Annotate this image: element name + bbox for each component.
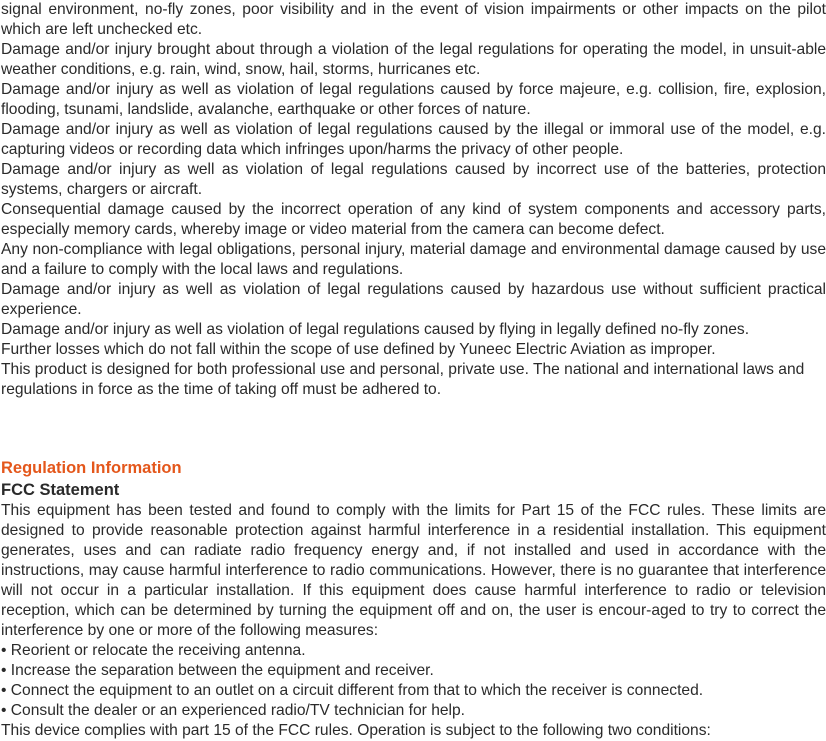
fcc-closing-paragraph: This device complies with part 15 of the FCC rules. Operation is subject to the following two conditions: [1, 722, 711, 739]
disclaimer-paragraph: Damage and/or injury as well as violation of legal regulations caused by hazardous use without sufficient practical experience. [1, 281, 826, 318]
disclaimer-paragraph: Further losses which do not fall within the scope of use defined by Yuneec Electric Aviation as improper. [1, 341, 716, 358]
fcc-measure-item: • Reorient or relocate the receiving antenna. [1, 641, 826, 661]
section-gap [1, 400, 826, 456]
disclaimer-paragraph: Damage and/or injury as well as violation of legal regulations caused by flying in legally defined no-fly zones. [1, 321, 750, 338]
disclaimer-paragraph: signal environment, no-fly zones, poor visibility and in the event of vision impairments or other impacts on the pilot which are left unchecked etc. [1, 1, 826, 38]
fcc-measure-item: • Increase the separation between the equipment and receiver. [1, 661, 826, 681]
disclaimer-paragraph: Damage and/or injury as well as violation of legal regulations caused by force majeure, e.g. collision, fire, explosion, flooding, tsunami, landslide, avalanche, earthquake or other forces of nature. [1, 81, 826, 118]
disclaimer-paragraph: Damage and/or injury brought about through a violation of the legal regulations for operating the model, in unsuit-able weather conditions, e.g. rain, wind, snow, hail, storms, hurricanes etc. [1, 41, 826, 78]
fcc-measure-item: • Consult the dealer or an experienced radio/TV technician for help. [1, 701, 826, 721]
fcc-measure-item: • Connect the equipment to an outlet on a circuit different from that to which the receiver is connected. [1, 681, 826, 701]
disclaimer-paragraph: This product is designed for both professional use and personal, private use. The national and international laws and regulations in force as the time of taking off must be adhered to. [1, 361, 805, 398]
fcc-intro-paragraph: This equipment has been tested and found to comply with the limits for Part 15 of the FCC rules. These limits are designed to provide reasonable protection against harmful interference in a residential installation. This equipment generates, uses and can radiate radio frequency energy and, if not installed and used in accordance with the instructions, may cause harmful interference to radio communications. However, there is no guarantee that interference will not occur in a particular installation. If this equipment does cause harmful interference to radio or television reception, which can be determined by turning the equipment off and on, the user is encour-aged to try to correct the interference by one or more of the following measures: [1, 502, 826, 639]
document-page [1, 0, 826, 741]
disclaimer-paragraph: Damage and/or injury as well as violation of legal regulations caused by the illegal or immoral use of the model, e.g. capturing videos or recording data which infringes upon/harms the privacy of other people. [1, 121, 826, 158]
fcc-statement-heading: FCC Statement [1, 481, 120, 499]
regulation-heading: Regulation Information [1, 459, 182, 477]
disclaimer-paragraph: Any non-compliance with legal obligations, personal injury, material damage and environmental damage caused by use and a failure to comply with the local laws and regulations. [1, 241, 826, 278]
disclaimer-paragraph: Damage and/or injury as well as violation of legal regulations caused by incorrect use of the batteries, protection systems, chargers or aircraft. [1, 161, 826, 198]
disclaimer-paragraph: Consequential damage caused by the incorrect operation of any kind of system components and accessory parts, especially memory cards, whereby image or video material from the camera can become defect. [1, 201, 826, 238]
